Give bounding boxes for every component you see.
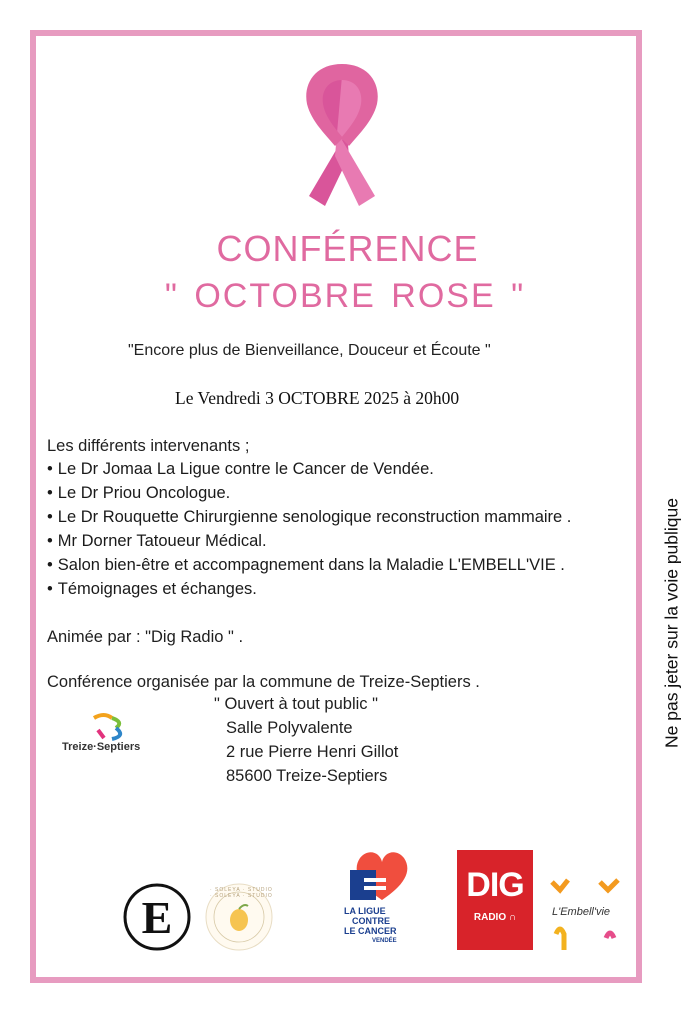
treize-septiers-logo — [60, 712, 160, 762]
ligue-line: CONTRE — [352, 916, 390, 926]
open-to-public: " Ouvert à tout public " — [214, 695, 378, 713]
title-line-2: " OCTOBRE ROSE " — [164, 277, 526, 315]
dig-radio-text — [457, 912, 533, 923]
street-address: 2 rue Pierre Henri Gillot — [226, 743, 399, 761]
e-monogram-logo — [122, 882, 192, 952]
studio-logo — [204, 882, 274, 952]
treize-septiers-mark-icon — [90, 712, 130, 742]
ligue-line: LE CANCER — [344, 926, 397, 936]
dig-radio-label: RADIO — [473, 912, 507, 923]
event-date: Le Vendredi 3 OCTOBRE 2025 à 20h00 — [175, 388, 460, 408]
title-line-1: CONFÉRENCE — [216, 228, 479, 269]
dig-radio-logo — [457, 850, 533, 950]
hosted-by: Animée par : "Dig Radio " . — [47, 628, 244, 646]
tagline: "Encore plus de Bienveillance, Douceur et Écoute " — [128, 342, 491, 359]
vertical-notice — [660, 458, 683, 788]
venue-name: Salle Polyvalente — [226, 719, 353, 737]
ligue-heart-icon — [338, 840, 424, 904]
ligue-contre-le-cancer-logo — [338, 840, 424, 958]
speaker-item: • Le Dr Rouquette Chirurgienne senologique reconstruction mammaire . — [47, 505, 571, 529]
speaker-item: • Le Dr Priou Oncologue. — [47, 481, 571, 505]
speaker-item: • Le Dr Jomaa La Ligue contre le Cancer de Vendée. — [47, 457, 571, 481]
e-monogram-letter: E — [141, 892, 173, 943]
organized-by: Conférence organisée par la commune de Treize-Septiers . — [47, 673, 480, 691]
studio-ring-text: · SOLEYA · STUDIO · SOLEYA · STUDIO — [210, 887, 273, 899]
speaker-item: • Salon bien-être et accompagnement dans la Maladie L'EMBELL'VIE . — [47, 553, 571, 577]
pink-ribbon-icon — [287, 58, 397, 214]
vertical-notice-text: Ne pas jeter sur la voie publique — [661, 497, 682, 749]
speakers-list — [47, 457, 571, 601]
ligue-text-block — [344, 906, 424, 946]
treize-septiers-label: Treize·Septiers — [62, 741, 141, 753]
embellvie-label: L'Embell'vie — [552, 906, 611, 918]
embellvie-logo — [548, 876, 628, 956]
headphones-icon: ∩ — [508, 912, 517, 923]
dig-text: DIG — [466, 866, 524, 904]
ligue-line: VENDÉE — [372, 938, 397, 944]
speaker-item: • Mr Dorner Tatoueur Médical. — [47, 529, 571, 553]
speaker-item: • Témoignages et échanges. — [47, 577, 571, 601]
postal-city: 85600 Treize-Septiers — [226, 767, 388, 785]
ligue-line: LA LIGUE — [344, 906, 386, 916]
speakers-intro: Les différents intervenants ; — [47, 437, 250, 455]
venue-address — [214, 692, 398, 788]
